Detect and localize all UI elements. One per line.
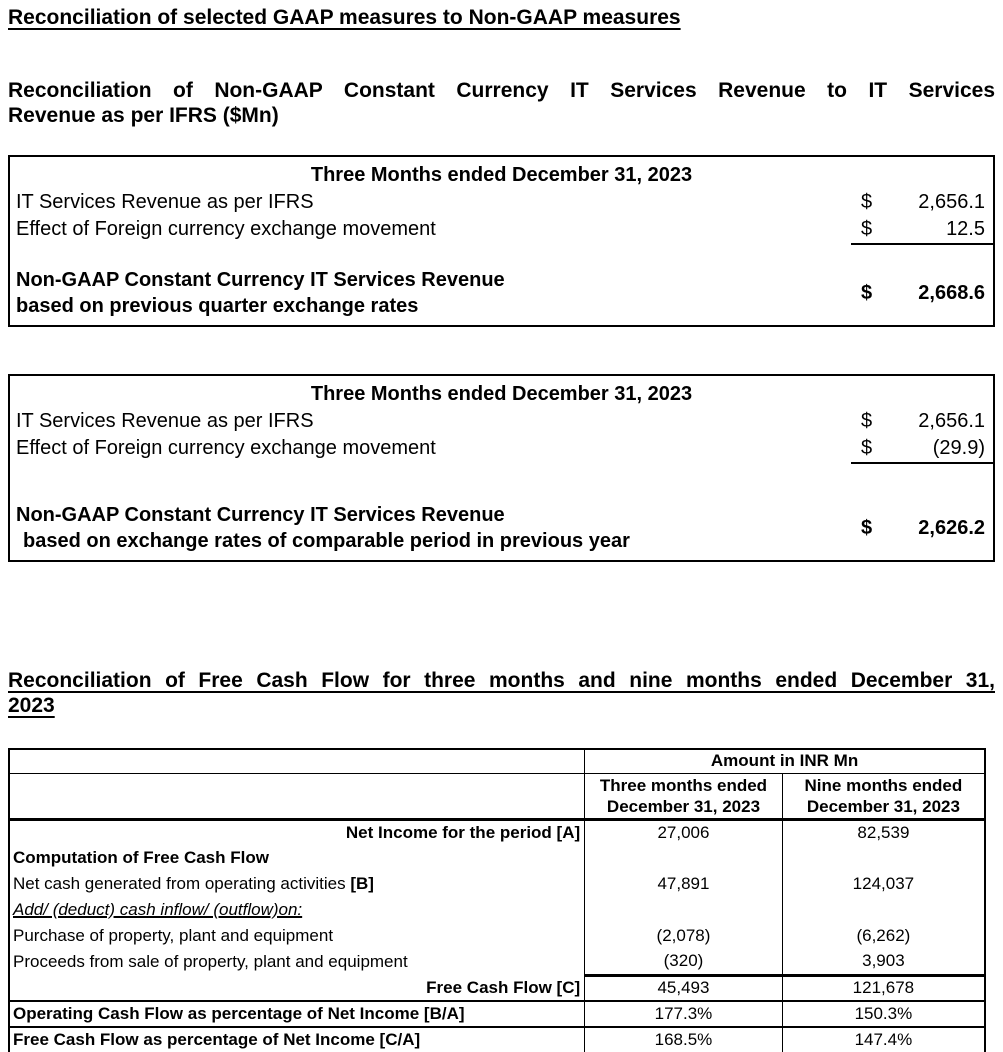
row-label: Proceeds from sale of property, plant and equipment — [13, 952, 408, 971]
table-row — [10, 435, 993, 464]
row-net-cash-operating — [9, 871, 985, 897]
total-label-line-2: based on previous quarter exchange rates — [16, 295, 419, 317]
subtitle-line-2: Revenue as per IFRS ($Mn) — [8, 104, 279, 127]
amount: 2,626.2 — [918, 517, 985, 539]
value-three-months: (2,078) — [585, 923, 783, 949]
table-row — [10, 189, 993, 216]
currency-symbol: $ — [861, 191, 873, 213]
total-label-line-1: Non-GAAP Constant Currency IT Services Revenue — [16, 269, 505, 291]
row-label: Purchase of property, plant and equipment — [13, 926, 334, 945]
column-header-line-2: December 31, 2023 — [606, 796, 761, 816]
row-label: Effect of Foreign currency exchange movement — [16, 437, 436, 459]
row-label: Computation of Free Cash Flow — [13, 848, 269, 867]
row-label — [9, 871, 585, 897]
column-header-row — [9, 773, 985, 819]
currency-symbol: $ — [861, 437, 873, 459]
row-add-deduct — [9, 897, 985, 923]
value-nine-months: 82,539 — [782, 819, 985, 845]
row-label-text: Net cash generated from operating activities — [13, 874, 351, 893]
value-nine-months: 150.3% — [782, 1001, 985, 1027]
constant-currency-table-previous-quarter — [8, 155, 995, 327]
row-free-cash-flow — [9, 975, 985, 1001]
value-nine-months: (6,262) — [782, 923, 985, 949]
table-row — [10, 216, 993, 245]
row-label: Free Cash Flow [C] — [9, 975, 585, 1001]
currency-symbol: $ — [861, 517, 873, 539]
amount-header-row — [9, 749, 985, 773]
period-header: Three Months ended December 31, 2023 — [310, 164, 693, 186]
value-three-months: 177.3% — [585, 1001, 783, 1027]
section-subtitle — [8, 78, 995, 128]
amount: (29.9) — [932, 437, 985, 459]
column-header-line-1: Three months ended — [599, 775, 768, 795]
value-three-months: 168.5% — [585, 1027, 783, 1052]
document-title: Reconciliation of selected GAAP measures to Non-GAAP measures — [8, 6, 681, 29]
row-proceeds-ppe — [9, 949, 985, 975]
value-three-months — [585, 845, 783, 871]
row-value — [851, 408, 993, 435]
empty-cell — [9, 773, 585, 819]
total-row — [10, 267, 993, 319]
subtitle-line-1: Reconciliation of Non-GAAP Constant Currency IT Services Revenue to IT Services — [8, 79, 995, 102]
row-net-income — [9, 819, 985, 845]
value-three-months: 47,891 — [585, 871, 783, 897]
row-label: Operating Cash Flow as percentage of Net Income [B/A] — [9, 1001, 585, 1027]
row-label: Add/ (deduct) cash inflow/ (outflow)on: — [13, 900, 303, 919]
column-header-line-2: December 31, 2023 — [806, 796, 960, 816]
period-header: Three Months ended December 31, 2023 — [310, 383, 693, 405]
value-three-months: (320) — [585, 949, 783, 975]
row-free-cash-flow-pct — [9, 1027, 985, 1052]
total-label-line-2: based on exchange rates of comparable period in previous year — [23, 530, 630, 552]
total-label — [10, 502, 851, 554]
table-row — [10, 408, 993, 435]
currency-symbol: $ — [861, 282, 873, 304]
amount: 12.5 — [946, 218, 985, 240]
value-nine-months: 121,678 — [782, 975, 985, 1001]
amount: 2,656.1 — [918, 410, 985, 432]
row-label: Free Cash Flow as percentage of Net Income [C/A] — [13, 1030, 421, 1049]
column-header-three-months — [585, 773, 783, 819]
total-row — [10, 502, 993, 554]
fcf-heading-line-1: Reconciliation of Free Cash Flow for three months and nine months ended December 31, — [8, 669, 995, 692]
value-three-months — [585, 897, 783, 923]
value-nine-months — [782, 897, 985, 923]
total-value — [851, 280, 993, 306]
value-nine-months: 3,903 — [782, 949, 985, 975]
free-cash-flow-table — [8, 748, 986, 1052]
value-nine-months — [782, 845, 985, 871]
row-value — [851, 216, 993, 245]
total-label — [10, 267, 851, 319]
amount: 2,656.1 — [918, 191, 985, 213]
amount-in-inr-header: Amount in INR Mn — [585, 749, 985, 773]
value-three-months: 45,493 — [585, 975, 783, 1001]
value-nine-months: 147.4% — [782, 1027, 985, 1052]
empty-cell — [9, 749, 585, 773]
currency-symbol: $ — [861, 218, 873, 240]
row-label: Effect of Foreign currency exchange movement — [16, 218, 436, 240]
total-label-line-1: Non-GAAP Constant Currency IT Services Revenue — [16, 504, 505, 526]
fcf-heading-line-2: 2023 — [8, 694, 55, 717]
column-header-nine-months — [782, 773, 985, 819]
amount: 2,668.6 — [918, 282, 985, 304]
row-label: IT Services Revenue as per IFRS — [16, 410, 314, 432]
value-three-months: 27,006 — [585, 819, 783, 845]
constant-currency-table-previous-year — [8, 374, 995, 562]
row-label: Net Income for the period [A] — [345, 822, 581, 842]
row-purchase-ppe — [9, 923, 985, 949]
value-nine-months: 124,037 — [782, 871, 985, 897]
free-cash-flow-heading — [8, 668, 995, 718]
row-operating-cash-flow-pct — [9, 1001, 985, 1027]
total-value — [851, 515, 993, 541]
row-value — [851, 189, 993, 216]
currency-symbol: $ — [861, 410, 873, 432]
column-header-line-1: Nine months ended — [804, 775, 963, 795]
row-label-ref: [B] — [350, 874, 374, 893]
row-label: IT Services Revenue as per IFRS — [16, 191, 314, 213]
row-computation — [9, 845, 985, 871]
row-value — [851, 435, 993, 464]
